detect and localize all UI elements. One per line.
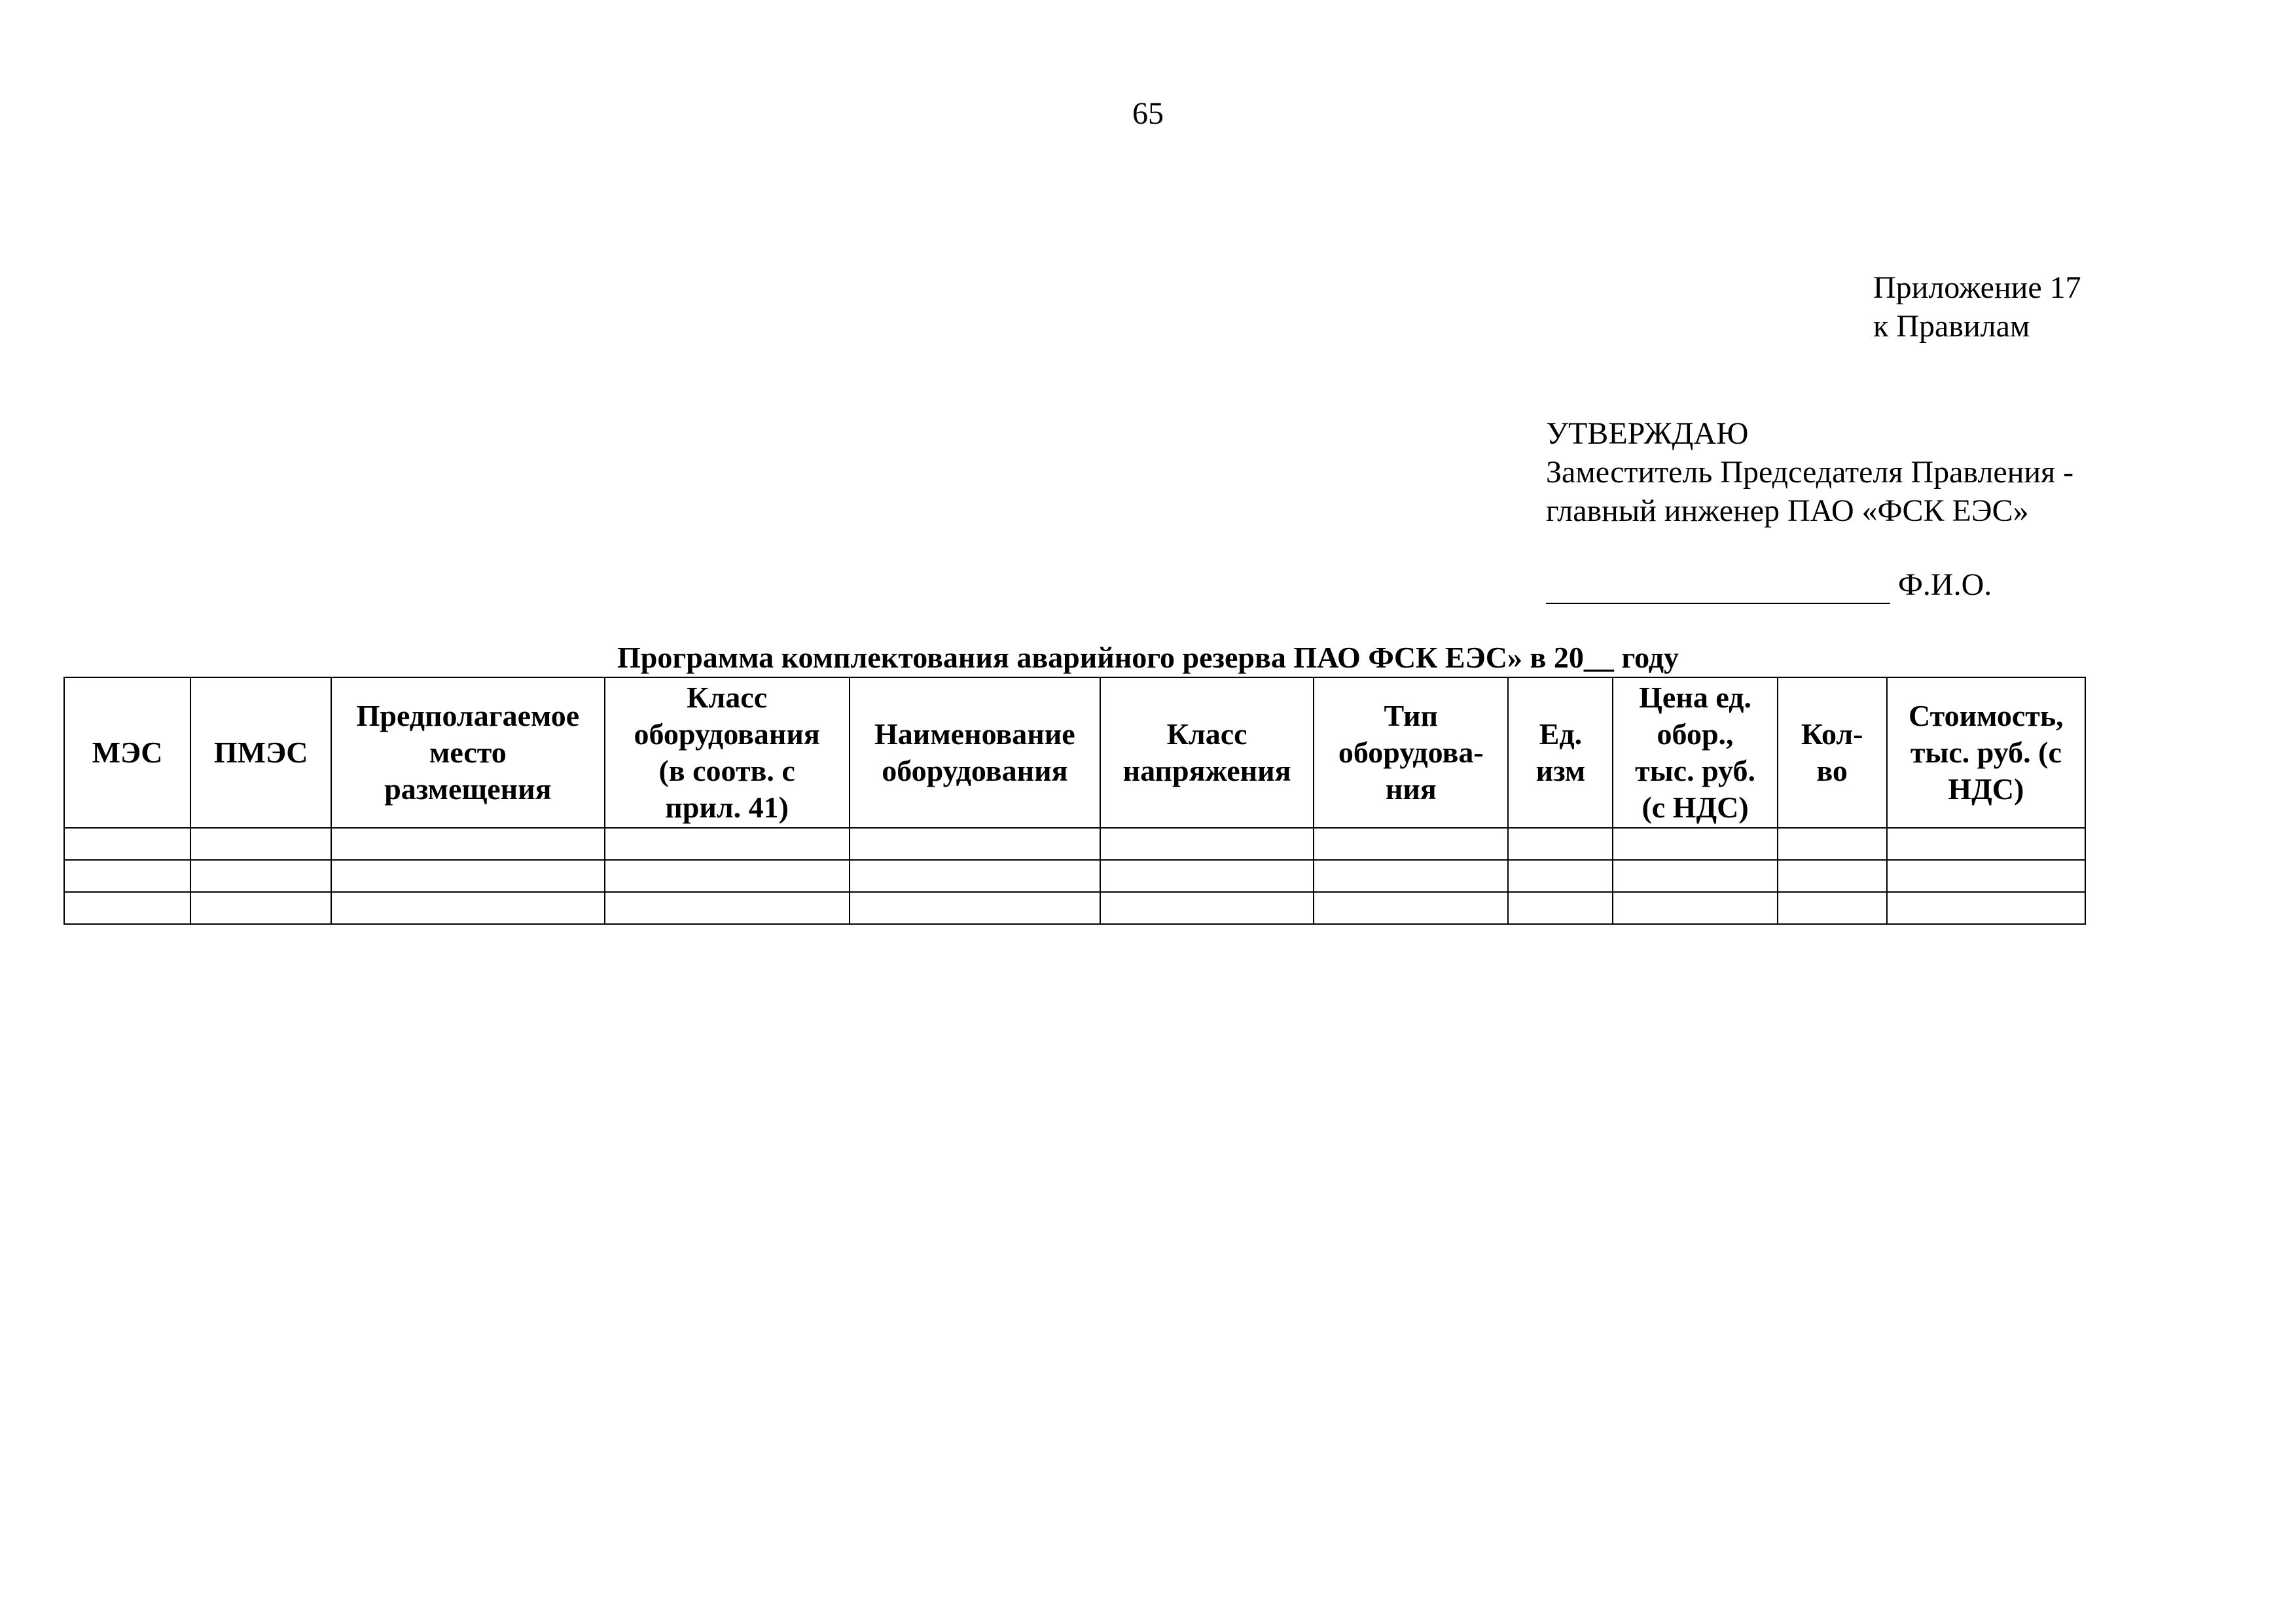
column-header-line: тыс. руб. [1635, 754, 1755, 787]
document-title: Программа комплектования аварийного резерва ПАО ФСК ЕЭС» в 20__ году [617, 641, 1679, 674]
table-header-row [64, 677, 2085, 828]
column-header-line: Стоимость, [1909, 699, 2064, 732]
column-header-line: ния [1385, 772, 1437, 806]
table-cell [1314, 892, 1508, 924]
page-number: 65 [1132, 96, 1164, 131]
table-cell [1778, 892, 1887, 924]
table-cell [605, 892, 850, 924]
table-cell [1613, 828, 1777, 860]
column-header [190, 677, 331, 828]
column-header [850, 677, 1100, 828]
column-header-line: оборудования [882, 754, 1068, 787]
column-header [1314, 677, 1508, 828]
table-body [64, 828, 2085, 924]
appendix-line-1: Приложение 17 [1873, 270, 2081, 305]
appendix-reference [1873, 268, 2081, 346]
column-header-line: Предполагаемое [356, 699, 580, 732]
column-header-line: место [429, 736, 507, 769]
table-cell [190, 860, 331, 892]
column-header-line: размещения [384, 772, 552, 806]
table-row [64, 828, 2085, 860]
table-cell [850, 860, 1100, 892]
program-table [63, 677, 2086, 925]
appendix-line-2: к Правилам [1873, 309, 2030, 344]
table-cell [1778, 860, 1887, 892]
column-header-line: Класс [687, 681, 768, 714]
table-cell [190, 828, 331, 860]
approval-position-line-1: Заместитель Председателя Правления - [1546, 455, 2074, 490]
column-header-line: (в соотв. с [658, 754, 795, 787]
table-cell [64, 828, 190, 860]
column-header-line: Цена ед. [1639, 681, 1751, 714]
column-header [1613, 677, 1777, 828]
table-cell [1314, 828, 1508, 860]
table-cell [331, 892, 604, 924]
table-cell [1887, 860, 2085, 892]
column-header [1508, 677, 1613, 828]
table-row [64, 860, 2085, 892]
column-header-line: оборудова- [1338, 736, 1484, 769]
table-cell [1508, 828, 1613, 860]
column-header-line: обор., [1657, 717, 1734, 751]
column-header-line: во [1816, 754, 1848, 787]
column-header-line: прил. 41) [665, 791, 789, 824]
signature-line [1546, 570, 1890, 604]
column-header [331, 677, 604, 828]
table-cell [1314, 860, 1508, 892]
approval-position-line-2: главный инженер ПАО «ФСК ЕЭС» [1546, 493, 2029, 528]
column-header [1887, 677, 2085, 828]
column-header-line: изм [1535, 754, 1586, 787]
column-header [64, 677, 190, 828]
table-cell [850, 828, 1100, 860]
table-cell [1100, 860, 1314, 892]
table-cell [605, 828, 850, 860]
column-header-line: Класс [1166, 717, 1247, 751]
signature-block [1546, 565, 1992, 604]
table-cell [850, 892, 1100, 924]
table-cell [1508, 892, 1613, 924]
table-cell [331, 828, 604, 860]
column-header-line: напряжения [1122, 754, 1291, 787]
table-cell [1100, 828, 1314, 860]
table-cell [605, 860, 850, 892]
column-header-line: МЭС [92, 736, 163, 769]
column-header-line: Кол- [1801, 717, 1863, 751]
table-cell [331, 860, 604, 892]
column-header [605, 677, 850, 828]
column-header-line: Ед. [1539, 717, 1583, 751]
column-header-line: ПМЭС [213, 736, 308, 769]
table-cell [64, 860, 190, 892]
table-cell [1613, 892, 1777, 924]
column-header [1778, 677, 1887, 828]
approval-block [1546, 414, 2073, 530]
table-cell [190, 892, 331, 924]
column-header [1100, 677, 1314, 828]
signature-name: Ф.И.О. [1898, 567, 1992, 602]
table-cell [1887, 828, 2085, 860]
table-cell [1613, 860, 1777, 892]
table-cell [1778, 828, 1887, 860]
table-cell [1100, 892, 1314, 924]
column-header-line: НДС) [1948, 772, 2024, 806]
column-header-line: тыс. руб. (с [1910, 736, 2062, 769]
column-header-line: (с НДС) [1641, 791, 1749, 824]
column-header-line: оборудования [634, 717, 820, 751]
table-cell [64, 892, 190, 924]
table-cell [1887, 892, 2085, 924]
approval-heading: УТВЕРЖДАЮ [1546, 416, 1749, 451]
column-header-line: Наименование [874, 717, 1075, 751]
column-header-line: Тип [1384, 699, 1439, 732]
table-cell [1508, 860, 1613, 892]
table-row [64, 892, 2085, 924]
